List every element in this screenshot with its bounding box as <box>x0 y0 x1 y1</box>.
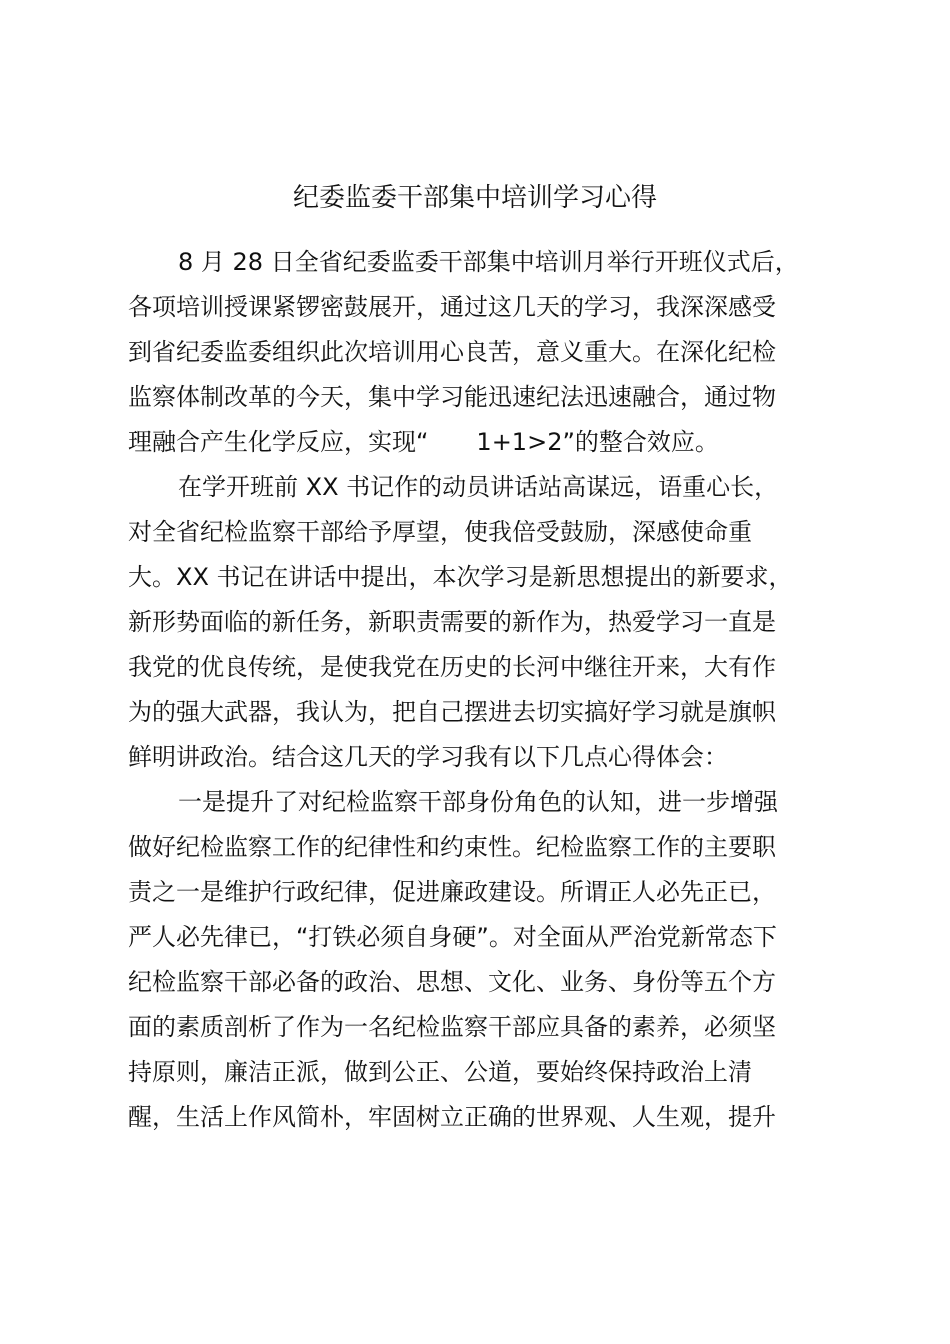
paragraph-line: 严人必先律已，“打铁必须自身硬”。对全面从严治党新常态下 <box>128 923 777 951</box>
paragraph-line: 醒，生活上作风简朴，牢固树立正确的世界观、人生观，提升 <box>128 1103 776 1131</box>
paragraph-line: 一是提升了对纪检监察干部身份角色的认知，进一步增强 <box>178 788 778 816</box>
paragraph-line: 为的强大武器，我认为，把自己摆进去切实搞好学习就是旗帜 <box>128 698 776 726</box>
document-body <box>128 240 828 1140</box>
paragraph-line: 纪检监察干部必备的政治、思想、文化、业务、身份等五个方 <box>128 968 776 996</box>
paragraph-line: 新形势面临的新任务，新职责需要的新作为，热爱学习一直是 <box>128 608 776 636</box>
paragraph-line: 对全省纪检监察干部给予厚望，使我倍受鼓励，深感使命重 <box>128 518 752 546</box>
paragraph-line: 责之一是维护行政纪律，促进廉政建设。所谓正人必先正已， <box>128 878 776 906</box>
paragraph-line: 8 月 28 日全省纪委监委干部集中培训月举行开班仪式后， <box>178 248 799 276</box>
paragraph-line: 面的素质剖析了作为一名纪检监察干部应具备的素养，必须坚 <box>128 1013 776 1041</box>
paragraph-line: 监察体制改革的今天，集中学习能迅速纪法迅速融合，通过物 <box>128 383 776 411</box>
document-title: 纪委监委干部集中培训学习心得 <box>292 183 657 213</box>
paragraph-line: 在学开班前 XX 书记作的动员讲话站高谋远，语重心长， <box>178 473 779 501</box>
paragraph-line: 鲜明讲政治。结合这几天的学习我有以下几点心得体会： <box>128 743 728 771</box>
paragraph-line: 大。XX 书记在讲话中提出，本次学习是新思想提出的新要求， <box>128 563 793 591</box>
paragraph-line: 各项培训授课紧锣密鼓展开，通过这几天的学习，我深深感受 <box>128 293 776 321</box>
paragraph-line: 持原则，廉洁正派，做到公正、公道，要始终保持政治上清 <box>128 1058 752 1086</box>
paragraph-line: 到省纪委监委组织此次培训用心良苦，意义重大。在深化纪检 <box>128 338 776 366</box>
paragraph-line: 做好纪检监察工作的纪律性和约束性。纪检监察工作的主要职 <box>128 833 776 861</box>
paragraph-line: 我党的优良传统，是使我党在历史的长河中继往开来，大有作 <box>128 653 776 681</box>
paragraph-line: 理融合产生化学反应，实现“ 1+1>2”的整合效应。 <box>128 428 719 456</box>
